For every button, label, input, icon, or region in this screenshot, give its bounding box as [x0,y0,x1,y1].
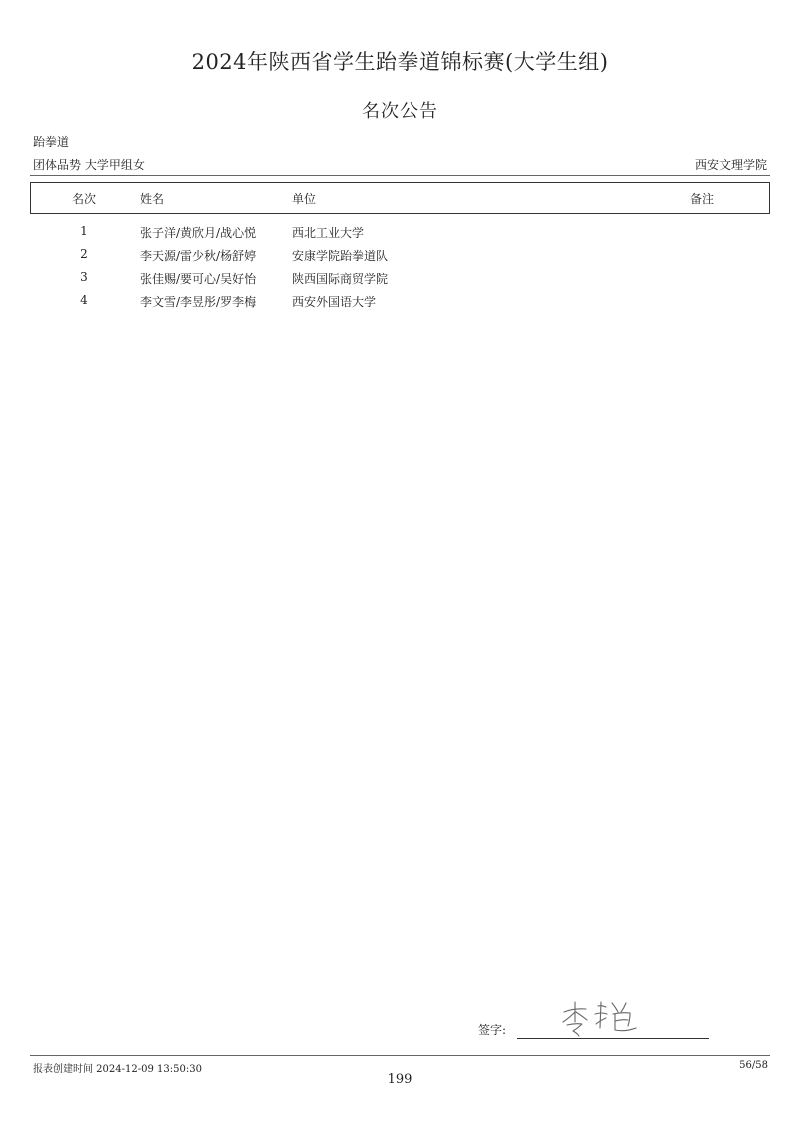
name-cell: 李天源/雷少秋/杨舒婷 [140,249,257,263]
page-title: 2024年陕西省学生跆拳道锦标赛(大学生组) [191,50,609,74]
table-row [0,270,800,292]
rank-cell: 3 [80,270,88,284]
page-subtitle: 名次公告 [362,101,438,122]
header-divider [30,175,770,176]
column-header-name: 姓名 [140,192,165,206]
page-indicator: 56/58 [739,1060,768,1071]
signature-line [517,1038,709,1039]
unit-cell: 陕西国际商贸学院 [292,272,389,286]
rank-cell: 4 [80,293,88,307]
unit-cell: 西安外国语大学 [292,295,377,309]
signature-label: 签字: [478,1023,507,1037]
unit-cell: 西北工业大学 [292,226,365,240]
table-row [0,247,800,269]
signature-icon [560,998,640,1038]
rank-cell: 2 [80,247,88,261]
host-label: 西安文理学院 [694,158,767,172]
footer-divider [30,1055,770,1056]
table-row [0,224,800,246]
unit-cell: 安康学院跆拳道队 [292,249,389,263]
report-created-time: 报表创建时间 2024-12-09 13:50:30 [33,1064,202,1075]
handwritten-signature [560,998,640,1042]
event-label: 团体品势 大学甲组女 [33,158,145,172]
sport-label: 跆拳道 [33,135,70,149]
table-header [30,182,770,214]
name-cell: 李文雪/李昱彤/罗李梅 [140,295,257,309]
sheet-number: 199 [387,1072,413,1087]
name-cell: 张子洋/黄欣月/战心悦 [140,226,257,240]
name-cell: 张佳赐/要可心/吴好怡 [140,272,257,286]
column-header-rank: 名次 [71,192,96,206]
column-header-unit: 单位 [292,192,317,206]
column-header-note: 备注 [690,192,715,206]
rank-cell: 1 [80,224,88,238]
table-row [0,293,800,315]
